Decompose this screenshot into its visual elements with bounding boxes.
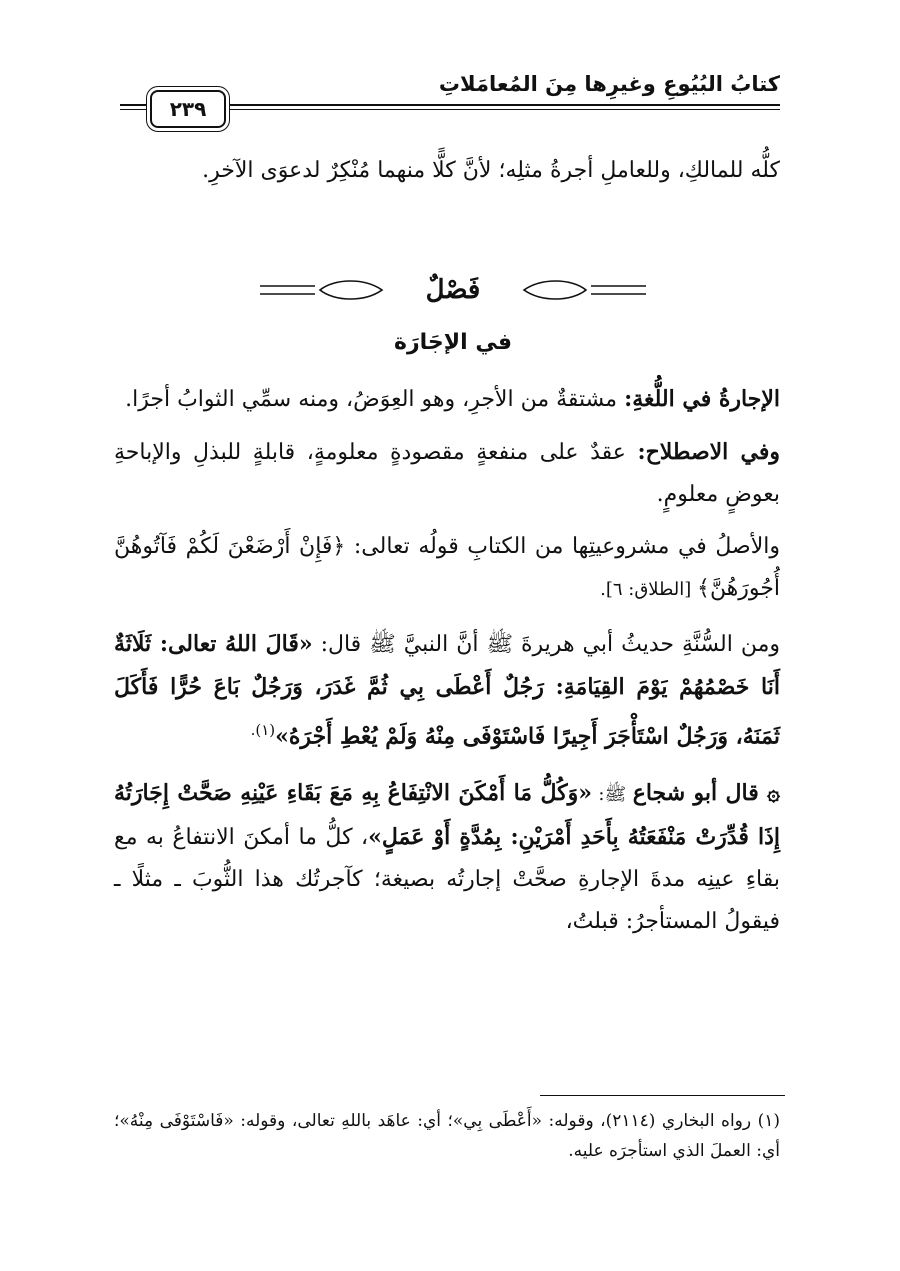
paragraph-matn [114, 772, 780, 943]
matn-text: «وَكُلُّ مَا أَمْكَنَ الانْتِفَاعُ بِهِ مَعَ بَقَاءِ عَيْنِهِ صَحَّتْ إِجَارَتُهُ إِذَا قُدِّرَتْ مَنْفَعَتُهُ بِأَحَدِ أَمْرَيْنِ: بِمُدَّةٍ أَوْ عَمَلٍ» [114, 780, 780, 851]
verse-reference: [الطلاق: ٦]. [600, 579, 698, 600]
paragraph-text: مشتقةٌ من الأجرِ، وهو العِوَضُ، ومنه سمِّي الثوابُ أجرًا. [125, 387, 625, 412]
section-separator [120, 270, 786, 310]
main-text [114, 378, 780, 943]
paragraph-text: كلُّه للمالكِ، وللعاملِ أجرةُ مثلِه؛ لأنَّ كلًّا منهما مُنْكِرٌ لدعوَى الآخرِ. [202, 158, 780, 183]
paragraph-text: ، كلُّ ما أمكنَ الانتفاعُ به مع بقاءِ عينِه مدةَ الإجارةِ صحَّتْ إجارتُه بصيغة؛ كآجرتُك هذا الثُّوبَ ـ مثلًا ـ فيقولُ المستأجرُ: قبلتُ، [114, 825, 780, 935]
term-label: الإجارةُ في اللُّغةِ: [624, 386, 780, 412]
paragraph-text: ومن السُّنَّةِ حديثُ أبي هريرةَ ﷺ أنَّ النبيَّ ﷺ قال: [312, 632, 780, 657]
quran-verse: ﴿فَإِنْ أَرْضَعْنَ لَكُمْ فَآتُوهُنَّ أُجُورَهُنَّ﴾ [114, 534, 780, 601]
paragraph-definition-language [114, 378, 780, 421]
paragraph-definition-technical [114, 431, 780, 516]
author-label: ۞ قال أبو شجاع [632, 780, 780, 807]
footnote-rule [540, 1095, 785, 1096]
footnote-marker: (١). [250, 721, 276, 739]
paragraph-text: عقدٌ على منفعةٍ مقصودةٍ معلومةٍ، قابلةٍ للبذلِ والإباحةِ بعوضٍ معلومٍ. [114, 440, 780, 507]
hadith-text: «قَالَ اللهُ تعالى: ثَلَاثَةٌ أَنَا خَصْمُهُمْ يَوْمَ القِيَامَةِ: رَجُلٌ أَعْطَى بِي ثُمَّ غَدَرَ، وَرَجُلٌ بَاعَ حُرًّا فَأَكَلَ ثَمَنَهُ، وَرَجُلٌ اسْتَأْجَرَ أَجِيرًا فَاسْتَوْفَى مِنْهُ وَلَمْ يُعْطِ أَجْرَهُ» [114, 631, 780, 750]
section-heading: فَصْلٌ [425, 275, 481, 305]
honorific: ﷺ: [591, 784, 633, 806]
paragraph-continuation [114, 150, 780, 192]
running-header-title: كتابُ البُيُوعِ وغيرِها مِنَ المُعامَلاتِ [438, 72, 780, 96]
footnote: (١) رواه البخاري (٢١١٤)، وقوله: «أَعْطَى بِي»؛ أي: عاهَد باللهِ تعالى، وقوله: «فَاسْتَوْفَى مِنْهُ»؛ أي: العملَ الذي استأجرَه عليه. [114, 1111, 780, 1161]
paragraph-hadith-evidence [114, 623, 780, 758]
paragraph-quran-evidence [114, 526, 780, 611]
page-number: ٢٣٩ [150, 90, 226, 128]
term-label: وفي الاصطلاح: [637, 439, 780, 465]
section-subtitle: في الإجَارَة [393, 330, 512, 355]
paragraph-text: والأصلُ في مشروعيتِها من الكتابِ قولُه تعالى: [345, 534, 781, 559]
